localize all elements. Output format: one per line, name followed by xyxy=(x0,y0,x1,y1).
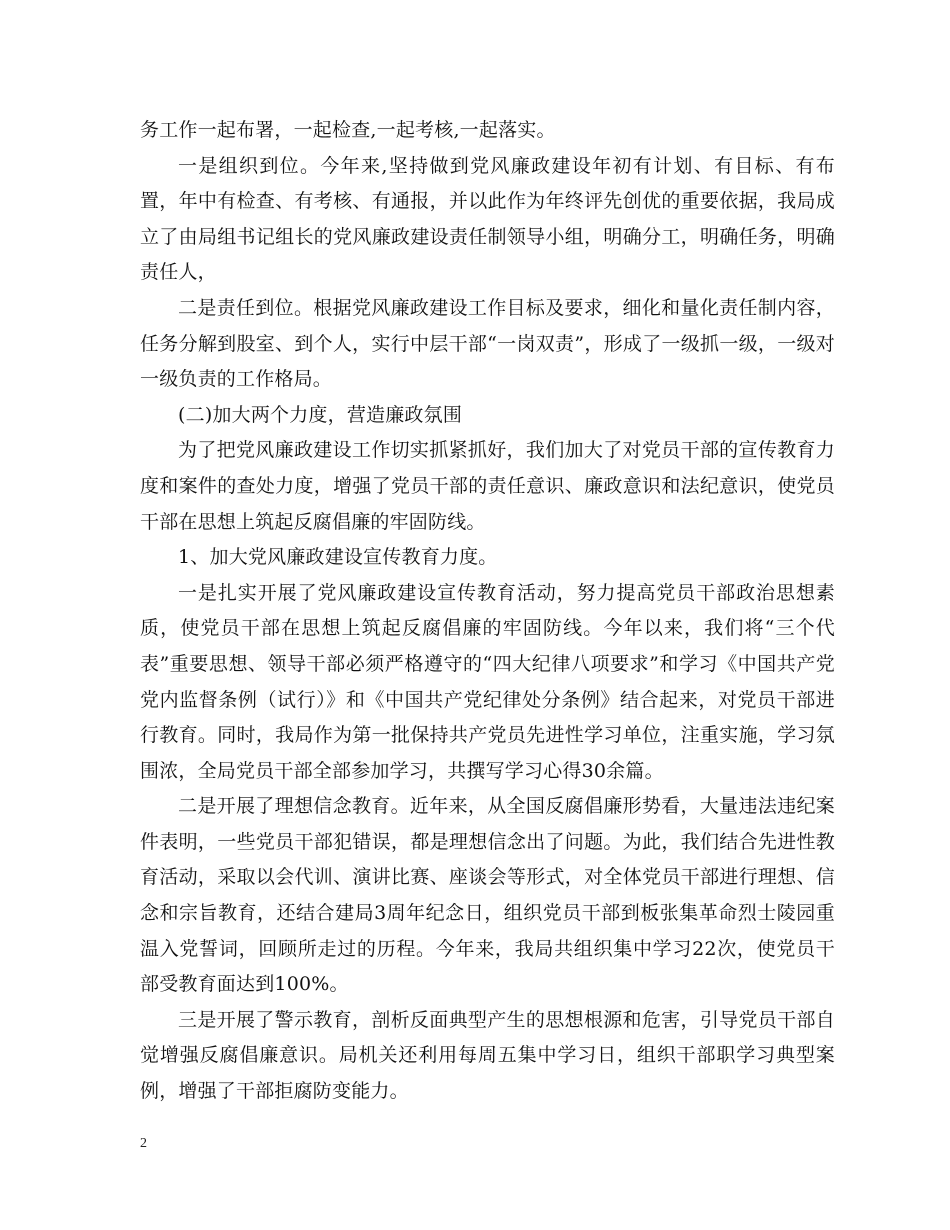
document-body xyxy=(140,113,835,1110)
paragraph-ideals-education: 二是开展了理想信念教育。近年来，从全国反腐倡廉形势看，大量违法违纪案件表明，一些党员干部犯错误，都是理想信念出了问题。为此，我们结合先进性教育活动，采取以会代训、演讲比赛、座谈会等形式，对全体党员干部进行理想、信念和宗旨教育，还结合建局3周年纪念日，组织党员干部到板张集革命烈士陵园重温入党誓词，回顾所走过的历程。今年来，我局共组织集中学习22次，使党员干部受教育面达到100%。 xyxy=(140,795,835,996)
paragraph-continuation: 务工作一起布署，一起检查,一起考核,一起落实。 xyxy=(140,119,556,141)
paragraph-warning-education: 三是开展了警示教育，剖析反面典型产生的思想根源和危害，引导党员干部自觉增强反腐倡廉意识。局机关还利用每周五集中学习日，组织干部职学习典型案例，增强了干部拒腐防变能力。 xyxy=(140,1008,835,1103)
section-heading: (二)加大两个力度，营造廉政氛围 xyxy=(178,403,463,426)
page-number: 2 xyxy=(140,1136,147,1151)
paragraph-intro: 为了把党风廉政建设工作切实抓紧抓好，我们加大了对党员干部的宣传教育力度和案件的查处力度，增强了党员干部的责任意识、廉政意识和法纪意识，使党员干部在思想上筑起反腐倡廉的牢固防线。 xyxy=(140,439,835,533)
subsection-heading: 1、加大党风廉政建设宣传教育力度。 xyxy=(178,546,498,569)
paragraph-education-activities: 一是扎实开展了党风廉政建设宣传教育活动，努力提高党员干部政治思想素质，使党员干部在思想上筑起反腐倡廉的牢固防线。今年以来，我们将“三个代表”重要思想、领导干部必须严格遵守的“四大纪律八项要求”和学习《中国共产党党内监督条例（试行）》和《中国共产党纪律处分条例》结合起来，对党员干部进行教育。同时，我局作为第一批保持共产党员先进性学习单位，注重实施，学习氛围浓，全局党员干部全部参加学习，共撰写学习心得30余篇。 xyxy=(140,581,835,782)
paragraph-organization: 一是组织到位。今年来,坚持做到党风廉政建设年初有计划、有目标、有布置，年中有检查、有考核、有通报，并以此作为年终评先创优的重要依据，我局成立了由局组书记组长的党风廉政建设责任制领导小组，明确分工，明确任务，明确责任人， xyxy=(140,154,835,284)
paragraph-responsibility: 二是责任到位。根据党风廉政建设工作目标及要求，细化和量化责任制内容，任务分解到股室、到个人，实行中层干部“一岗双责”，形成了一级抓一级，一级对一级负责的工作格局。 xyxy=(140,296,835,391)
